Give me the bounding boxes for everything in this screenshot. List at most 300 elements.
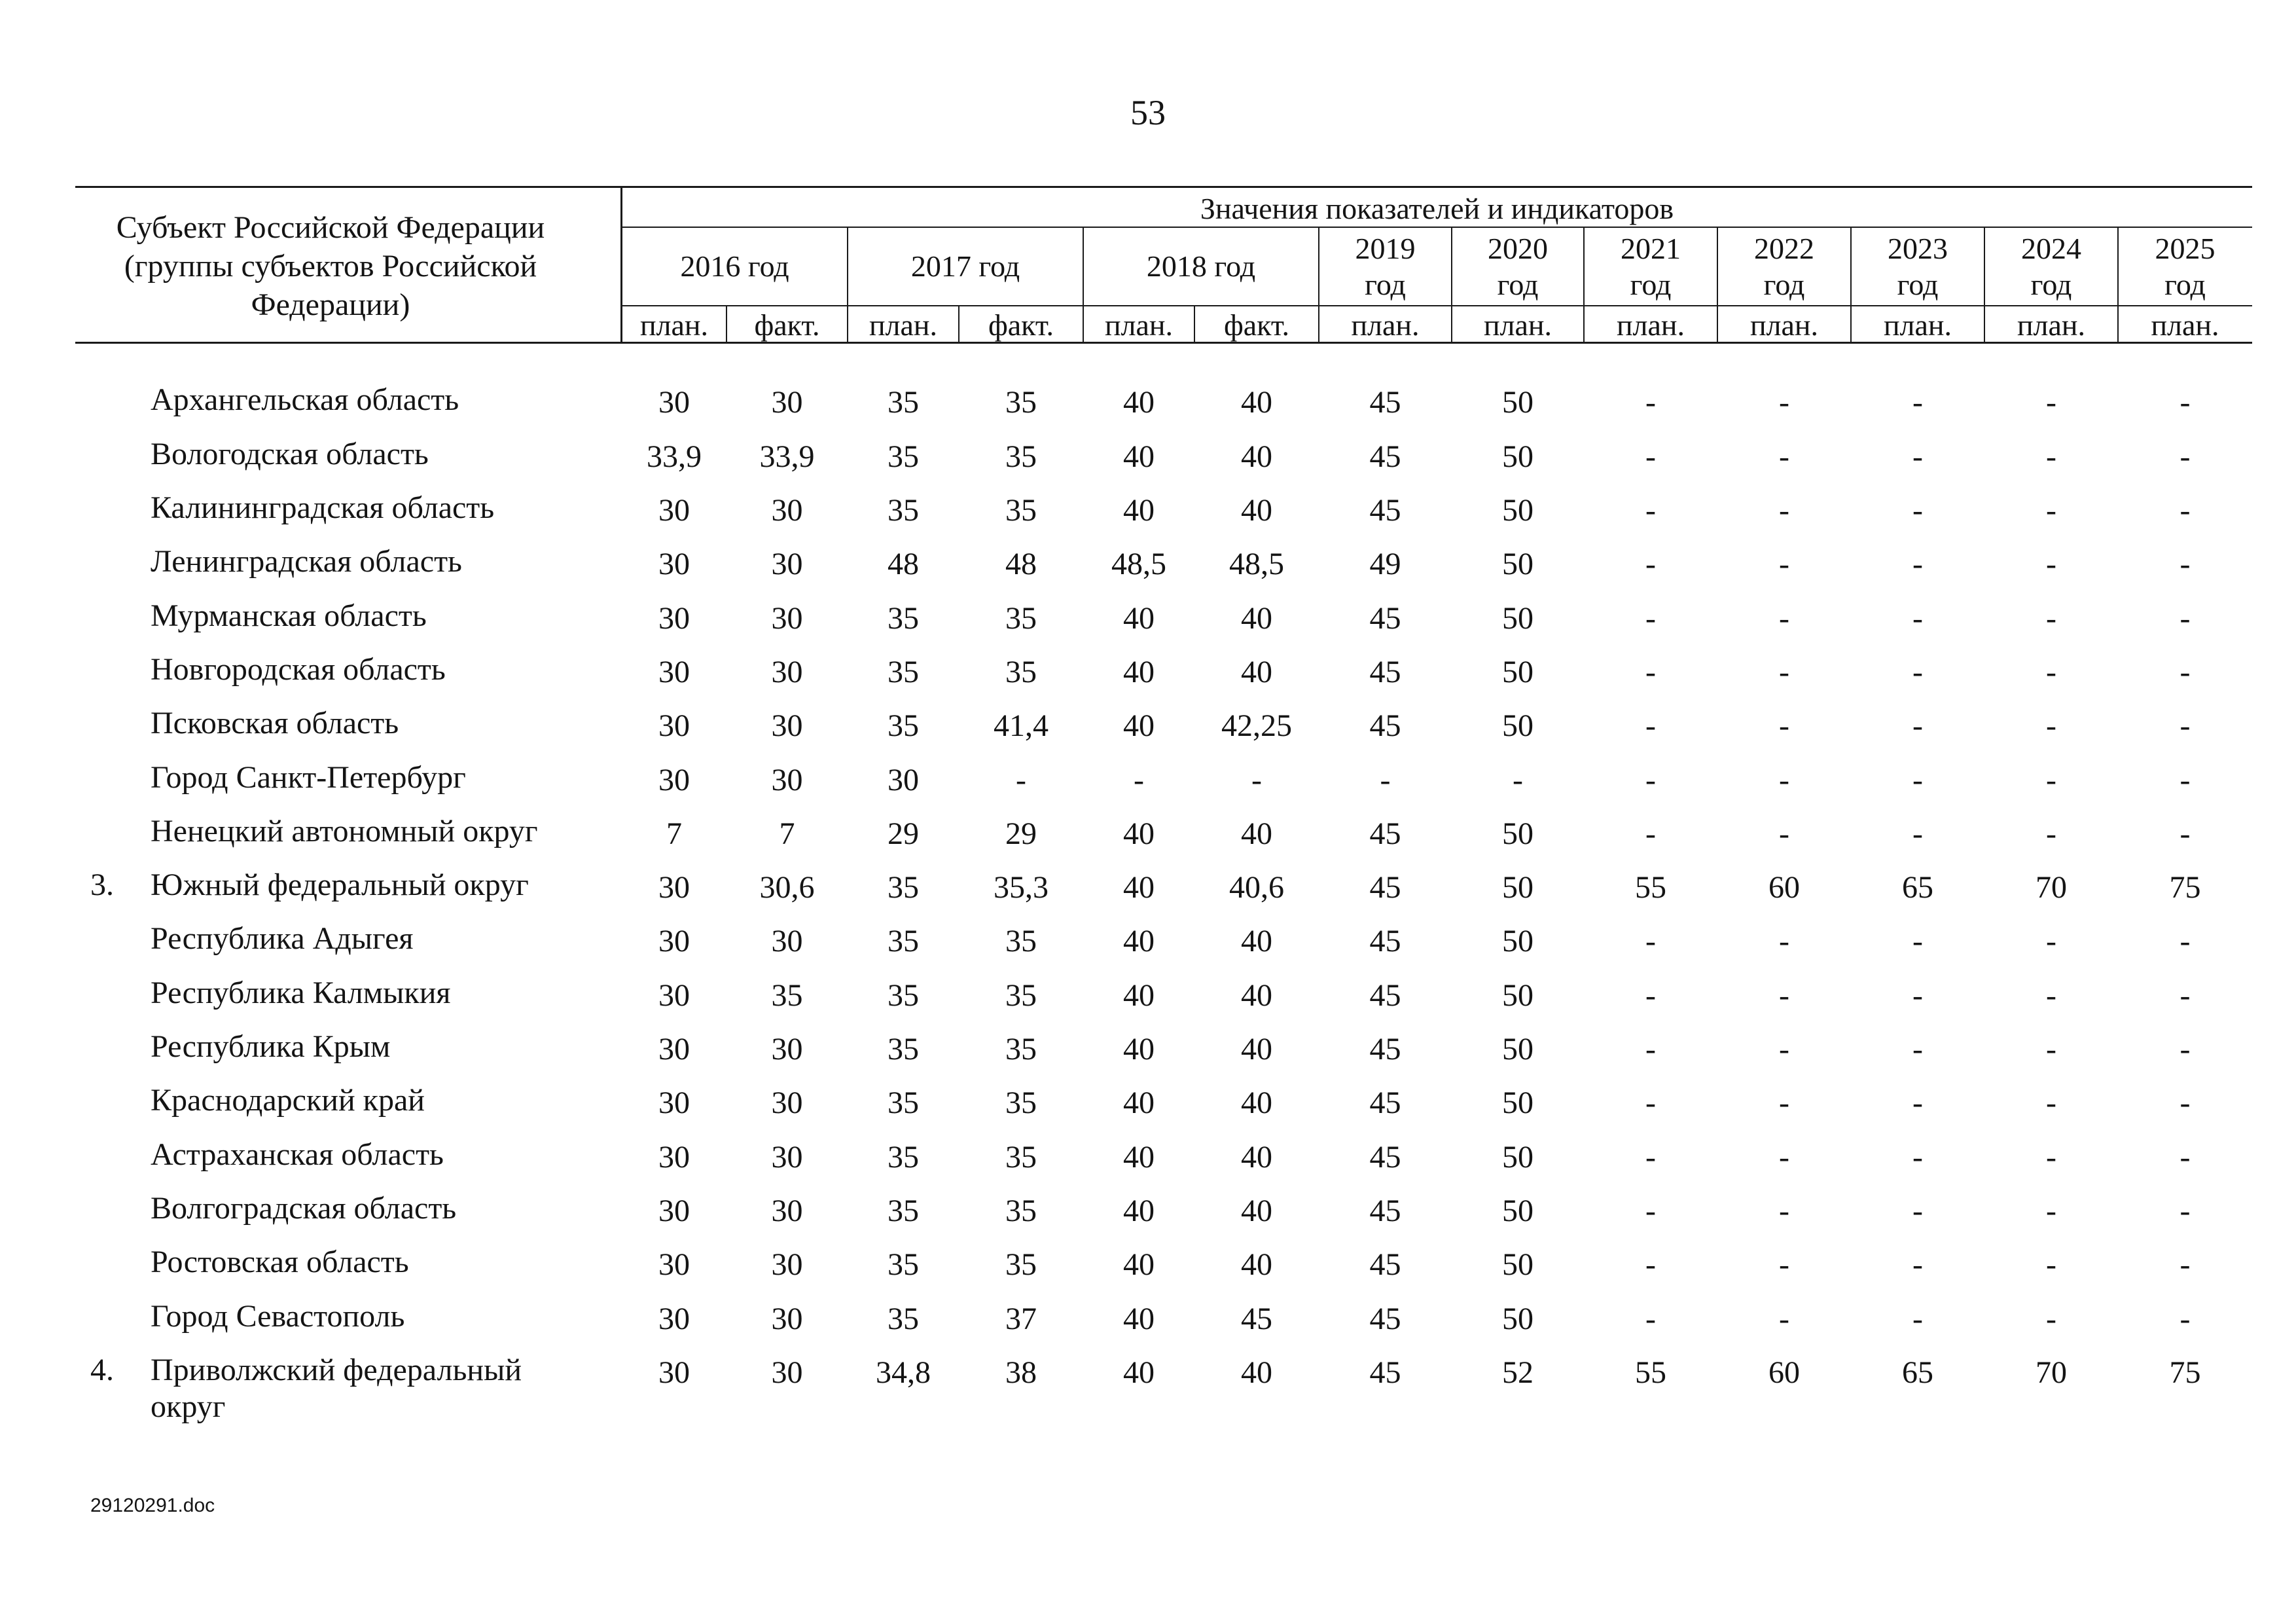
table-cell: - (1645, 816, 1656, 851)
table-cell: - (1912, 763, 1923, 797)
table-cell: - (1912, 1194, 1923, 1228)
table-cell: - (1645, 655, 1656, 689)
table-cell: - (2046, 924, 2056, 958)
table-cell: - (1912, 385, 1923, 420)
table-cell: - (2179, 708, 2191, 743)
table-cell: 45 (1369, 924, 1401, 958)
values-header-rule (622, 227, 2252, 228)
table-cell: - (1912, 493, 1923, 528)
table-cell: 35 (1005, 924, 1037, 958)
region-name: Ростовская область (151, 1245, 409, 1279)
subject-column-header: Субъект Российской Федерации (группы субъектов Российской Федерации) (116, 210, 545, 322)
table-cell: 40 (1241, 1355, 1272, 1390)
table-cell: 35 (1005, 978, 1037, 1013)
sub-column-rule (1194, 306, 1195, 343)
table-cell: 30 (658, 708, 690, 743)
table-cell: 50 (1502, 1247, 1534, 1282)
table-cell: 35 (888, 1194, 919, 1228)
year-header: 2023 год (1888, 232, 1948, 301)
table-cell: 30 (658, 493, 690, 528)
year-header: 2020 год (1488, 232, 1548, 301)
table-cell: - (2179, 1085, 2191, 1120)
table-cell: 60 (1768, 1355, 1800, 1390)
table-cell: 50 (1502, 1085, 1534, 1120)
table-cell: - (2179, 1194, 2191, 1228)
table-cell: 50 (1502, 1302, 1534, 1336)
table-cell: 45 (1369, 1194, 1401, 1228)
table-cell: 50 (1502, 439, 1534, 474)
table-cell: 45 (1369, 1032, 1401, 1067)
table-cell: - (1912, 1247, 1923, 1282)
table-cell: - (1912, 655, 1923, 689)
region-name: Приволжский федеральный округ (151, 1353, 522, 1424)
table-cell: 50 (1502, 708, 1534, 743)
table-cell: 45 (1369, 1355, 1401, 1390)
table-cell: - (1912, 1302, 1923, 1336)
table-cell: 30 (658, 385, 690, 420)
table-cell: - (2046, 439, 2056, 474)
table-cell: 40 (1241, 601, 1272, 636)
table-cell: 30 (771, 1085, 803, 1120)
table-cell: - (1779, 439, 1789, 474)
table-cell: 45 (1369, 493, 1401, 528)
table-cell: 65 (1902, 1355, 1933, 1390)
region-name: Архангельская область (151, 382, 459, 417)
region-name: Республика Адыгея (151, 921, 414, 956)
table-cell: 40 (1241, 1085, 1272, 1120)
footer-file-name: 29120291.doc (90, 1495, 215, 1516)
sub-header: план. (1351, 308, 1420, 342)
table-cell: - (1779, 1085, 1789, 1120)
table-cell: 40 (1123, 385, 1155, 420)
row-number: 3. (90, 867, 114, 902)
table-cell: 50 (1502, 655, 1534, 689)
table-cell: 30 (658, 924, 690, 958)
table-cell: 42,25 (1221, 708, 1292, 743)
region-name: Псковская область (151, 706, 399, 740)
region-name: Ненецкий автономный округ (151, 814, 538, 848)
region-name: Новгородская область (151, 652, 446, 687)
table-cell: 45 (1369, 816, 1401, 851)
table-cell: 30 (771, 924, 803, 958)
table-cell: 40,6 (1229, 870, 1284, 905)
table-cell: - (1645, 547, 1656, 581)
table-cell: 40 (1123, 439, 1155, 474)
table-cell: - (1779, 547, 1789, 581)
table-cell: 40 (1123, 1085, 1155, 1120)
table-cell: 45 (1241, 1302, 1272, 1336)
table-cell: 40 (1123, 1302, 1155, 1336)
table-cell: 37 (1005, 1302, 1037, 1336)
table-cell: - (2046, 1140, 2056, 1175)
sub-header: план. (1104, 308, 1174, 342)
table-cell: 30 (771, 1355, 803, 1390)
table-cell: - (2046, 1085, 2056, 1120)
table-cell: 30 (771, 601, 803, 636)
table-cell: 45 (1369, 439, 1401, 474)
table-cell: 45 (1369, 870, 1401, 905)
table-cell: 50 (1502, 547, 1534, 581)
table-cell: 40 (1241, 439, 1272, 474)
sub-column-rule (958, 306, 960, 343)
table-cell: 40 (1241, 816, 1272, 851)
year-header: 2025 год (2155, 232, 2215, 301)
table-cell: 30 (771, 708, 803, 743)
sub-header: план. (1883, 308, 1952, 342)
table-top-rule (75, 186, 2252, 188)
table-cell: - (1016, 763, 1026, 797)
year-header: 2024 год (2021, 232, 2081, 301)
table-cell: 35 (1005, 655, 1037, 689)
table-cell: 60 (1768, 870, 1800, 905)
table-cell: 48,5 (1229, 547, 1284, 581)
table-cell: - (1645, 385, 1656, 420)
table-cell: 30 (658, 547, 690, 581)
table-cell: - (2179, 1247, 2191, 1282)
table-cell: - (1645, 601, 1656, 636)
table-cell: - (1645, 1247, 1656, 1282)
table-cell: 30 (658, 1302, 690, 1336)
table-cell: - (1912, 978, 1923, 1013)
table-cell: 40 (1241, 1194, 1272, 1228)
table-cell: - (1645, 978, 1656, 1013)
table-cell: 75 (2169, 1355, 2201, 1390)
sub-header: план. (2017, 308, 2086, 342)
years-header-rule (622, 305, 2252, 306)
page-number: 53 (1130, 93, 1166, 132)
table-cell: 45 (1369, 1302, 1401, 1336)
table-cell: - (1912, 601, 1923, 636)
table-cell: 30 (658, 1194, 690, 1228)
table-cell: 35 (888, 924, 919, 958)
table-cell: 40 (1241, 385, 1272, 420)
table-cell: - (2179, 655, 2191, 689)
table-cell: 45 (1369, 601, 1401, 636)
table-cell: 48 (888, 547, 919, 581)
table-cell: 50 (1502, 1032, 1534, 1067)
table-cell: 30 (771, 385, 803, 420)
table-cell: 48 (1005, 547, 1037, 581)
table-cell: - (1912, 1085, 1923, 1120)
table-cell: 35 (888, 1247, 919, 1282)
table-cell: 30 (771, 1140, 803, 1175)
region-name: Калининградская область (151, 490, 495, 525)
table-cell: 29 (888, 816, 919, 851)
table-cell: - (2046, 493, 2056, 528)
table-cell: 30 (888, 763, 919, 797)
table-cell: - (1645, 1085, 1656, 1120)
table-cell: - (2046, 547, 2056, 581)
table-cell: 50 (1502, 385, 1534, 420)
table-cell: 30 (658, 1032, 690, 1067)
table-cell: - (2046, 385, 2056, 420)
table-cell: - (1779, 601, 1789, 636)
region-name: Мурманская область (151, 598, 427, 633)
table-cell: 35 (1005, 1194, 1037, 1228)
table-cell: 35 (1005, 1085, 1037, 1120)
sub-header: план. (869, 308, 938, 342)
table-cell: 35 (771, 978, 803, 1013)
table-cell: 30 (771, 1247, 803, 1282)
table-cell: - (1779, 1247, 1789, 1282)
table-cell: 35 (1005, 493, 1037, 528)
table-cell: 35 (888, 870, 919, 905)
table-cell: 30 (658, 655, 690, 689)
table-cell: 35 (888, 708, 919, 743)
table-cell: 70 (2036, 1355, 2067, 1390)
table-cell: 40 (1123, 655, 1155, 689)
table-cell: - (2179, 763, 2191, 797)
table-cell: - (1912, 1140, 1923, 1175)
table-cell: - (1779, 385, 1789, 420)
sub-column-rule (726, 306, 727, 343)
sub-column-rule (2117, 306, 2119, 343)
table-cell: 48,5 (1111, 547, 1166, 581)
table-cell: 35 (888, 1140, 919, 1175)
table-cell: 35 (1005, 1032, 1037, 1067)
table-cell: - (2179, 924, 2191, 958)
table-cell: - (2046, 708, 2056, 743)
table-cell: 50 (1502, 1140, 1534, 1175)
table-cell: 40 (1241, 924, 1272, 958)
table-cell: - (1380, 763, 1391, 797)
table-cell: 45 (1369, 385, 1401, 420)
table-cell: - (2179, 439, 2191, 474)
table-cell: 65 (1902, 870, 1933, 905)
table-cell: 30 (771, 763, 803, 797)
table-cell: - (1645, 708, 1656, 743)
table-cell: - (1779, 1302, 1789, 1336)
table-cell: 30 (658, 1085, 690, 1120)
table-cell: 50 (1502, 493, 1534, 528)
table-cell: 30 (771, 655, 803, 689)
table-cell: - (1779, 1140, 1789, 1175)
table-cell: 49 (1369, 547, 1401, 581)
region-name: Вологодская область (151, 437, 429, 471)
table-cell: - (2179, 978, 2191, 1013)
table-cell: - (1779, 816, 1789, 851)
table-cell: - (1645, 763, 1656, 797)
table-cell: 40 (1241, 1247, 1272, 1282)
sub-header: факт. (988, 308, 1054, 342)
table-cell: - (1645, 493, 1656, 528)
table-cell: 30 (771, 1194, 803, 1228)
table-cell: - (2179, 1140, 2191, 1175)
table-cell: - (1912, 547, 1923, 581)
table-cell: - (1134, 763, 1144, 797)
region-name: Южный федеральный округ (151, 867, 529, 902)
table-cell: - (1779, 924, 1789, 958)
region-name: Город Санкт-Петербург (151, 760, 466, 795)
table-cell: 52 (1502, 1355, 1534, 1390)
table-cell: 35 (888, 1085, 919, 1120)
year-header: 2016 год (680, 249, 789, 283)
sub-header: план. (1749, 308, 1819, 342)
table-cell: - (2179, 1032, 2191, 1067)
region-name: Волгоградская область (151, 1191, 457, 1226)
table-cell: - (1779, 978, 1789, 1013)
table-cell: - (2046, 601, 2056, 636)
table-cell: 50 (1502, 816, 1534, 851)
table-cell: 30 (658, 763, 690, 797)
values-group-header: Значения показателей и индикаторов (1200, 192, 1674, 225)
table-cell: 40 (1241, 493, 1272, 528)
table-cell: 55 (1635, 870, 1666, 905)
table-cell: 38 (1005, 1355, 1037, 1390)
table-cell: 55 (1635, 1355, 1666, 1390)
table-cell: 7 (666, 816, 682, 851)
table-cell: 40 (1123, 1247, 1155, 1282)
table-cell: 33,9 (759, 439, 815, 474)
table-cell: 40 (1123, 1032, 1155, 1067)
table-cell: 40 (1241, 1140, 1272, 1175)
table-cell: 35,3 (994, 870, 1049, 905)
sub-column-rule (1850, 306, 1852, 343)
table-cell: - (1779, 1194, 1789, 1228)
region-name: Республика Крым (151, 1029, 391, 1064)
year-header: 2019 год (1355, 232, 1416, 301)
table-cell: - (2179, 816, 2191, 851)
table-cell: 50 (1502, 870, 1534, 905)
table-cell: - (1645, 924, 1656, 958)
table-cell: - (2179, 1302, 2191, 1336)
table-cell: 30 (658, 1247, 690, 1282)
table-cell: 50 (1502, 601, 1534, 636)
region-name: Краснодарский край (151, 1083, 425, 1118)
table-cell: 35 (1005, 601, 1037, 636)
year-header: 2017 год (910, 249, 1020, 283)
table-cell: 45 (1369, 1140, 1401, 1175)
table-cell: 45 (1369, 1247, 1401, 1282)
table-cell: 35 (888, 493, 919, 528)
table-cell: - (1513, 763, 1523, 797)
table-cell: - (2179, 547, 2191, 581)
table-cell: 30 (658, 978, 690, 1013)
table-cell: - (2179, 601, 2191, 636)
table-cell: 40 (1123, 1194, 1155, 1228)
table-cell: 40 (1241, 655, 1272, 689)
table-cell: 29 (1005, 816, 1037, 851)
table-cell: - (1779, 763, 1789, 797)
table-cell: - (2046, 763, 2056, 797)
table-cell: - (1912, 1032, 1923, 1067)
table-cell: 35 (1005, 439, 1037, 474)
table-cell: - (2046, 1302, 2056, 1336)
table-cell: - (1779, 1032, 1789, 1067)
sub-column-rule (1717, 306, 1718, 343)
table-cell: 34,8 (876, 1355, 931, 1390)
table-cell: 30 (658, 870, 690, 905)
sub-header: план. (639, 308, 709, 342)
table-cell: - (2179, 385, 2191, 420)
table-cell: 40 (1123, 978, 1155, 1013)
table-cell: 35 (1005, 385, 1037, 420)
year-header: 2022 год (1754, 232, 1814, 301)
table-cell: - (2046, 1247, 2056, 1282)
table-cell: 35 (1005, 1140, 1037, 1175)
table-cell: 30 (771, 547, 803, 581)
table-cell: 45 (1369, 1085, 1401, 1120)
table-cell: - (2179, 493, 2191, 528)
table-cell: 35 (888, 1032, 919, 1067)
table-cell: 30 (658, 1355, 690, 1390)
table-cell: 35 (888, 1302, 919, 1336)
table-cell: - (2046, 1032, 2056, 1067)
table-cell: - (1645, 1302, 1656, 1336)
sub-header: факт. (754, 308, 820, 342)
table-cell: - (1912, 439, 1923, 474)
table-cell: 40 (1123, 601, 1155, 636)
table-cell: - (1912, 708, 1923, 743)
table-cell: 50 (1502, 1194, 1534, 1228)
table-cell: 45 (1369, 655, 1401, 689)
table-cell: 40 (1123, 1140, 1155, 1175)
sub-column-rule (847, 306, 848, 343)
sub-header: план. (1483, 308, 1552, 342)
sub-header: план. (1616, 308, 1685, 342)
year-header: 2018 год (1146, 249, 1256, 283)
table-cell: - (2046, 1194, 2056, 1228)
table-cell: 40 (1241, 978, 1272, 1013)
sub-header: план. (2151, 308, 2219, 342)
sub-column-rule (1984, 306, 1985, 343)
table-cell: 40 (1123, 1355, 1155, 1390)
table-cell: 40 (1241, 1032, 1272, 1067)
sub-column-rule (1451, 306, 1452, 343)
table-cell: - (2046, 978, 2056, 1013)
table-cell: - (1645, 1140, 1656, 1175)
table-cell: 40 (1123, 493, 1155, 528)
row-number: 4. (90, 1353, 114, 1387)
table-cell: - (1779, 493, 1789, 528)
region-name: Астраханская область (151, 1137, 444, 1172)
table-cell: 7 (779, 816, 795, 851)
table-cell: 30 (771, 1302, 803, 1336)
region-name: Город Севастополь (151, 1299, 405, 1334)
table-cell: 35 (1005, 1247, 1037, 1282)
table-cell: 30 (771, 493, 803, 528)
table-cell: 30 (771, 1032, 803, 1067)
table-cell: - (1779, 708, 1789, 743)
table-cell: 35 (888, 601, 919, 636)
table-cell: 40 (1123, 924, 1155, 958)
table-cell: - (1779, 655, 1789, 689)
table-cell: - (2046, 655, 2056, 689)
region-name: Республика Калмыкия (151, 976, 451, 1010)
table-cell: 50 (1502, 924, 1534, 958)
table-cell: 70 (2036, 870, 2067, 905)
table-cell: 50 (1502, 978, 1534, 1013)
table-cell: 33,9 (647, 439, 702, 474)
table-cell: 45 (1369, 978, 1401, 1013)
table-cell: - (1645, 1032, 1656, 1067)
table-cell: 30 (658, 601, 690, 636)
table-cell: 35 (888, 439, 919, 474)
table-cell: 30 (658, 1140, 690, 1175)
sub-column-rule (1083, 306, 1084, 343)
table-cell: 40 (1123, 816, 1155, 851)
table-cell: - (1912, 924, 1923, 958)
table-cell: - (2046, 816, 2056, 851)
sub-column-rule (1583, 306, 1585, 343)
table-cell: - (1645, 439, 1656, 474)
table-cell: 75 (2169, 870, 2201, 905)
year-header: 2021 год (1621, 232, 1681, 301)
table-cell: 41,4 (994, 708, 1049, 743)
sub-header: факт. (1223, 308, 1290, 342)
table-cell: 35 (888, 978, 919, 1013)
table-cell: 30,6 (759, 870, 815, 905)
